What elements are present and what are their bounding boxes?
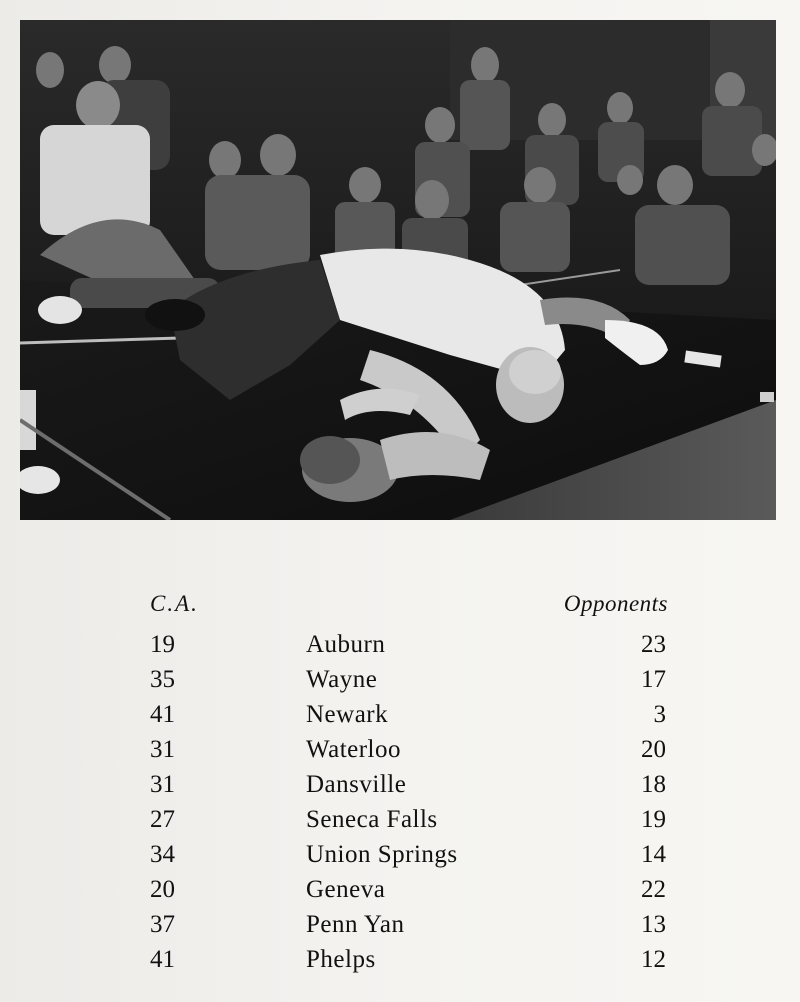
opponent-score: 22 — [641, 876, 666, 903]
opponents-column-header: Opponents — [563, 591, 668, 616]
opponent-name: Newark — [306, 701, 389, 728]
opponent-score: 19 — [641, 806, 666, 833]
ca-score: 41 — [150, 701, 175, 728]
opponent-score: 23 — [641, 631, 666, 658]
opponent-name: Geneva — [306, 876, 386, 903]
opponent-name: Phelps — [306, 946, 376, 973]
opponent-name: Penn Yan — [306, 911, 405, 938]
ca-score: 41 — [150, 946, 175, 973]
ca-score: 31 — [150, 736, 175, 763]
table-row — [148, 627, 668, 662]
ca-score: 34 — [150, 841, 175, 868]
table-row — [148, 872, 668, 907]
opponent-name: Auburn — [306, 631, 386, 658]
table-row — [148, 837, 668, 872]
opponent-score: 13 — [641, 911, 666, 938]
table-row — [148, 697, 668, 732]
opponent-score: 17 — [641, 666, 666, 693]
ca-score: 31 — [150, 771, 175, 798]
opponent-score: 18 — [641, 771, 666, 798]
ca-score: 35 — [150, 666, 175, 693]
table-row — [148, 942, 668, 977]
opponent-name: Dansville — [306, 771, 407, 798]
table-row — [148, 907, 668, 942]
ca-score: 20 — [150, 876, 175, 903]
table-row — [148, 802, 668, 837]
ca-column-header: C.A. — [150, 591, 199, 616]
dual-meet-results-table — [148, 591, 668, 977]
opponent-score: 14 — [641, 841, 666, 868]
opponent-name: Seneca Falls — [306, 806, 438, 833]
opponent-name: Waterloo — [306, 736, 402, 763]
ca-score: 19 — [150, 631, 175, 658]
opponent-score: 3 — [653, 701, 666, 728]
opponent-name: Wayne — [306, 666, 378, 693]
wrestling-photo — [20, 20, 776, 520]
wrestling-photo-illustration — [20, 20, 776, 520]
table-row — [148, 767, 668, 802]
opponent-name: Union Springs — [306, 841, 458, 868]
opponent-score: 12 — [641, 946, 666, 973]
table-header-row — [148, 591, 668, 627]
table-row — [148, 662, 668, 697]
ca-score: 27 — [150, 806, 175, 833]
table-row — [148, 732, 668, 767]
ca-score: 37 — [150, 911, 175, 938]
opponent-score: 20 — [641, 736, 666, 763]
